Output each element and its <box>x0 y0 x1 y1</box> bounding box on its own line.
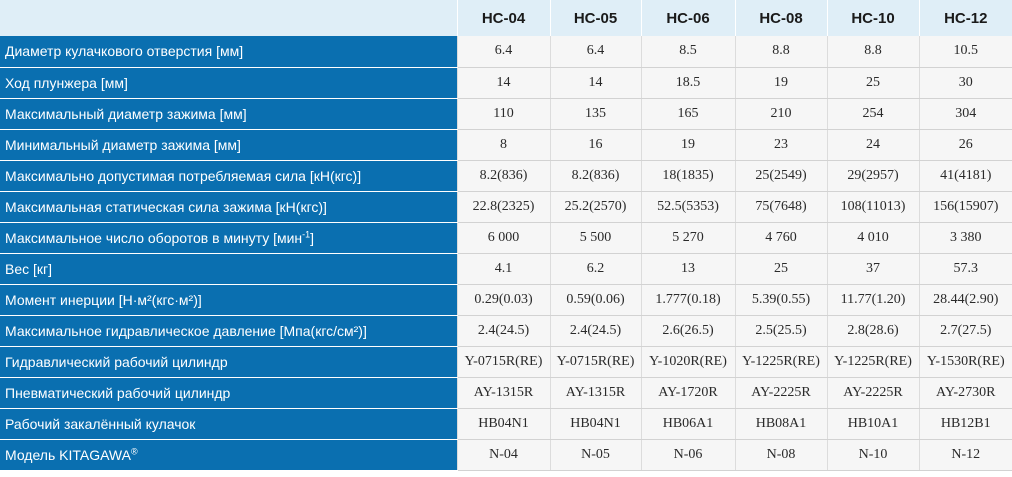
parameter-label-text: Модель KITAGAWA <box>5 446 131 463</box>
parameter-label <box>0 284 457 315</box>
value-cell: 25 <box>827 67 919 98</box>
value-cell: 6.2 <box>550 253 641 284</box>
value-cell: HB06A1 <box>641 408 735 439</box>
parameter-label <box>0 377 457 408</box>
parameter-label <box>0 98 457 129</box>
table-row <box>0 222 1012 253</box>
value-cell: Y-1020R(RE) <box>641 346 735 377</box>
value-cell: 16 <box>550 129 641 160</box>
value-cell: 30 <box>919 67 1012 98</box>
model-column-header: HC-04 <box>457 0 550 36</box>
parameter-label-text: Максимальное число оборотов в минуту [мин <box>5 229 303 246</box>
table-row <box>0 284 1012 315</box>
value-cell: 304 <box>919 98 1012 129</box>
value-cell: 3 380 <box>919 222 1012 253</box>
parameter-label <box>0 222 457 253</box>
value-cell: 25(2549) <box>735 160 827 191</box>
value-cell: 4 760 <box>735 222 827 253</box>
value-cell: 75(7648) <box>735 191 827 222</box>
parameter-label-text: Максимальная статическая сила зажима [кН(кгс)] <box>5 198 327 215</box>
parameter-label <box>0 346 457 377</box>
parameter-label <box>0 191 457 222</box>
value-cell: 2.6(26.5) <box>641 315 735 346</box>
value-cell: AY-1315R <box>550 377 641 408</box>
parameter-label <box>0 315 457 346</box>
value-cell: 8.8 <box>827 36 919 67</box>
value-cell: N-08 <box>735 439 827 470</box>
value-cell: 8.5 <box>641 36 735 67</box>
value-cell: 156(15907) <box>919 191 1012 222</box>
model-column-header: HC-12 <box>919 0 1012 36</box>
value-cell: 4 010 <box>827 222 919 253</box>
value-cell: 5 270 <box>641 222 735 253</box>
value-cell: 2.7(27.5) <box>919 315 1012 346</box>
model-column-header: HC-10 <box>827 0 919 36</box>
value-cell: 2.8(28.6) <box>827 315 919 346</box>
value-cell: 57.3 <box>919 253 1012 284</box>
value-cell: HB04N1 <box>457 408 550 439</box>
parameter-label-suffix: ] <box>310 229 315 246</box>
value-cell: 1.777(0.18) <box>641 284 735 315</box>
model-column-header: HC-08 <box>735 0 827 36</box>
value-cell: N-12 <box>919 439 1012 470</box>
parameter-label-text: Минимальный диаметр зажима [мм] <box>5 136 241 153</box>
parameter-label-text: Максимально допустимая потребляемая сила [кН(кгс)] <box>5 167 362 184</box>
parameter-label-text: Максимальный диаметр зажима [мм] <box>5 105 247 122</box>
value-cell: 11.77(1.20) <box>827 284 919 315</box>
parameter-label-text: Вес [кг] <box>5 260 53 277</box>
specification-rows <box>0 36 1012 470</box>
parameter-label-text: Пневматический рабочий цилиндр <box>5 384 231 401</box>
value-cell: 10.5 <box>919 36 1012 67</box>
value-cell: 14 <box>550 67 641 98</box>
value-cell: N-04 <box>457 439 550 470</box>
model-column-header: HC-06 <box>641 0 735 36</box>
value-cell: 254 <box>827 98 919 129</box>
value-cell: N-06 <box>641 439 735 470</box>
table-row <box>0 67 1012 98</box>
value-cell: 26 <box>919 129 1012 160</box>
value-cell: 8 <box>457 129 550 160</box>
value-cell: HB12B1 <box>919 408 1012 439</box>
table-row <box>0 408 1012 439</box>
value-cell: 110 <box>457 98 550 129</box>
value-cell: 5.39(0.55) <box>735 284 827 315</box>
parameter-label <box>0 160 457 191</box>
value-cell: 2.5(25.5) <box>735 315 827 346</box>
value-cell: 6 000 <box>457 222 550 253</box>
parameter-label <box>0 408 457 439</box>
parameter-label-text: Рабочий закалённый кулачок <box>5 415 196 432</box>
value-cell: HB10A1 <box>827 408 919 439</box>
value-cell: 19 <box>735 67 827 98</box>
value-cell: 0.59(0.06) <box>550 284 641 315</box>
table-row <box>0 346 1012 377</box>
parameter-label <box>0 129 457 160</box>
parameter-label-text: Момент инерции [Н·м²(кгс·м²)] <box>5 291 202 308</box>
header-corner-cell <box>0 0 457 36</box>
parameter-label-superscript: -1 <box>302 228 311 239</box>
value-cell: N-05 <box>550 439 641 470</box>
parameter-label-text: Ход плунжера [мм] <box>5 74 128 91</box>
value-cell: 4.1 <box>457 253 550 284</box>
value-cell: 24 <box>827 129 919 160</box>
parameter-label-text: Гидравлический рабочий цилиндр <box>5 353 228 370</box>
value-cell: AY-2730R <box>919 377 1012 408</box>
value-cell: 14 <box>457 67 550 98</box>
table-row <box>0 315 1012 346</box>
table-row <box>0 439 1012 470</box>
table-row <box>0 98 1012 129</box>
value-cell: 25 <box>735 253 827 284</box>
value-cell: N-10 <box>827 439 919 470</box>
value-cell: 41(4181) <box>919 160 1012 191</box>
model-column-header: HC-05 <box>550 0 641 36</box>
value-cell: 6.4 <box>457 36 550 67</box>
table-row <box>0 129 1012 160</box>
value-cell: 135 <box>550 98 641 129</box>
value-cell: Y-0715R(RE) <box>550 346 641 377</box>
value-cell: 18.5 <box>641 67 735 98</box>
table-row <box>0 377 1012 408</box>
value-cell: 5 500 <box>550 222 641 253</box>
value-cell: 22.8(2325) <box>457 191 550 222</box>
value-cell: 25.2(2570) <box>550 191 641 222</box>
value-cell: 108(11013) <box>827 191 919 222</box>
value-cell: AY-2225R <box>827 377 919 408</box>
value-cell: HB08A1 <box>735 408 827 439</box>
table-row <box>0 36 1012 67</box>
parameter-label <box>0 253 457 284</box>
value-cell: Y-1225R(RE) <box>735 346 827 377</box>
value-cell: 18(1835) <box>641 160 735 191</box>
value-cell: Y-1225R(RE) <box>827 346 919 377</box>
table-row <box>0 160 1012 191</box>
value-cell: 6.4 <box>550 36 641 67</box>
value-cell: 8.2(836) <box>550 160 641 191</box>
value-cell: 2.4(24.5) <box>457 315 550 346</box>
value-cell: 8.2(836) <box>457 160 550 191</box>
value-cell: 8.8 <box>735 36 827 67</box>
parameter-label-superscript: ® <box>130 445 138 456</box>
value-cell: 13 <box>641 253 735 284</box>
value-cell: AY-1315R <box>457 377 550 408</box>
value-cell: 23 <box>735 129 827 160</box>
value-cell: 19 <box>641 129 735 160</box>
value-cell: 28.44(2.90) <box>919 284 1012 315</box>
table-row <box>0 253 1012 284</box>
value-cell: 2.4(24.5) <box>550 315 641 346</box>
header-row <box>0 0 1012 36</box>
value-cell: Y-0715R(RE) <box>457 346 550 377</box>
value-cell: Y-1530R(RE) <box>919 346 1012 377</box>
value-cell: 165 <box>641 98 735 129</box>
parameter-label-text: Максимальное гидравлическое давление [Мпа(кгс/см²)] <box>5 322 367 339</box>
table-row <box>0 191 1012 222</box>
value-cell: 0.29(0.03) <box>457 284 550 315</box>
value-cell: 52.5(5353) <box>641 191 735 222</box>
parameter-label <box>0 36 457 67</box>
value-cell: HB04N1 <box>550 408 641 439</box>
value-cell: 29(2957) <box>827 160 919 191</box>
parameter-label <box>0 439 457 470</box>
value-cell: 210 <box>735 98 827 129</box>
parameter-label <box>0 67 457 98</box>
parameter-label-text: Диаметр кулачкового отверстия [мм] <box>5 43 244 60</box>
value-cell: AY-1720R <box>641 377 735 408</box>
value-cell: 37 <box>827 253 919 284</box>
value-cell: AY-2225R <box>735 377 827 408</box>
